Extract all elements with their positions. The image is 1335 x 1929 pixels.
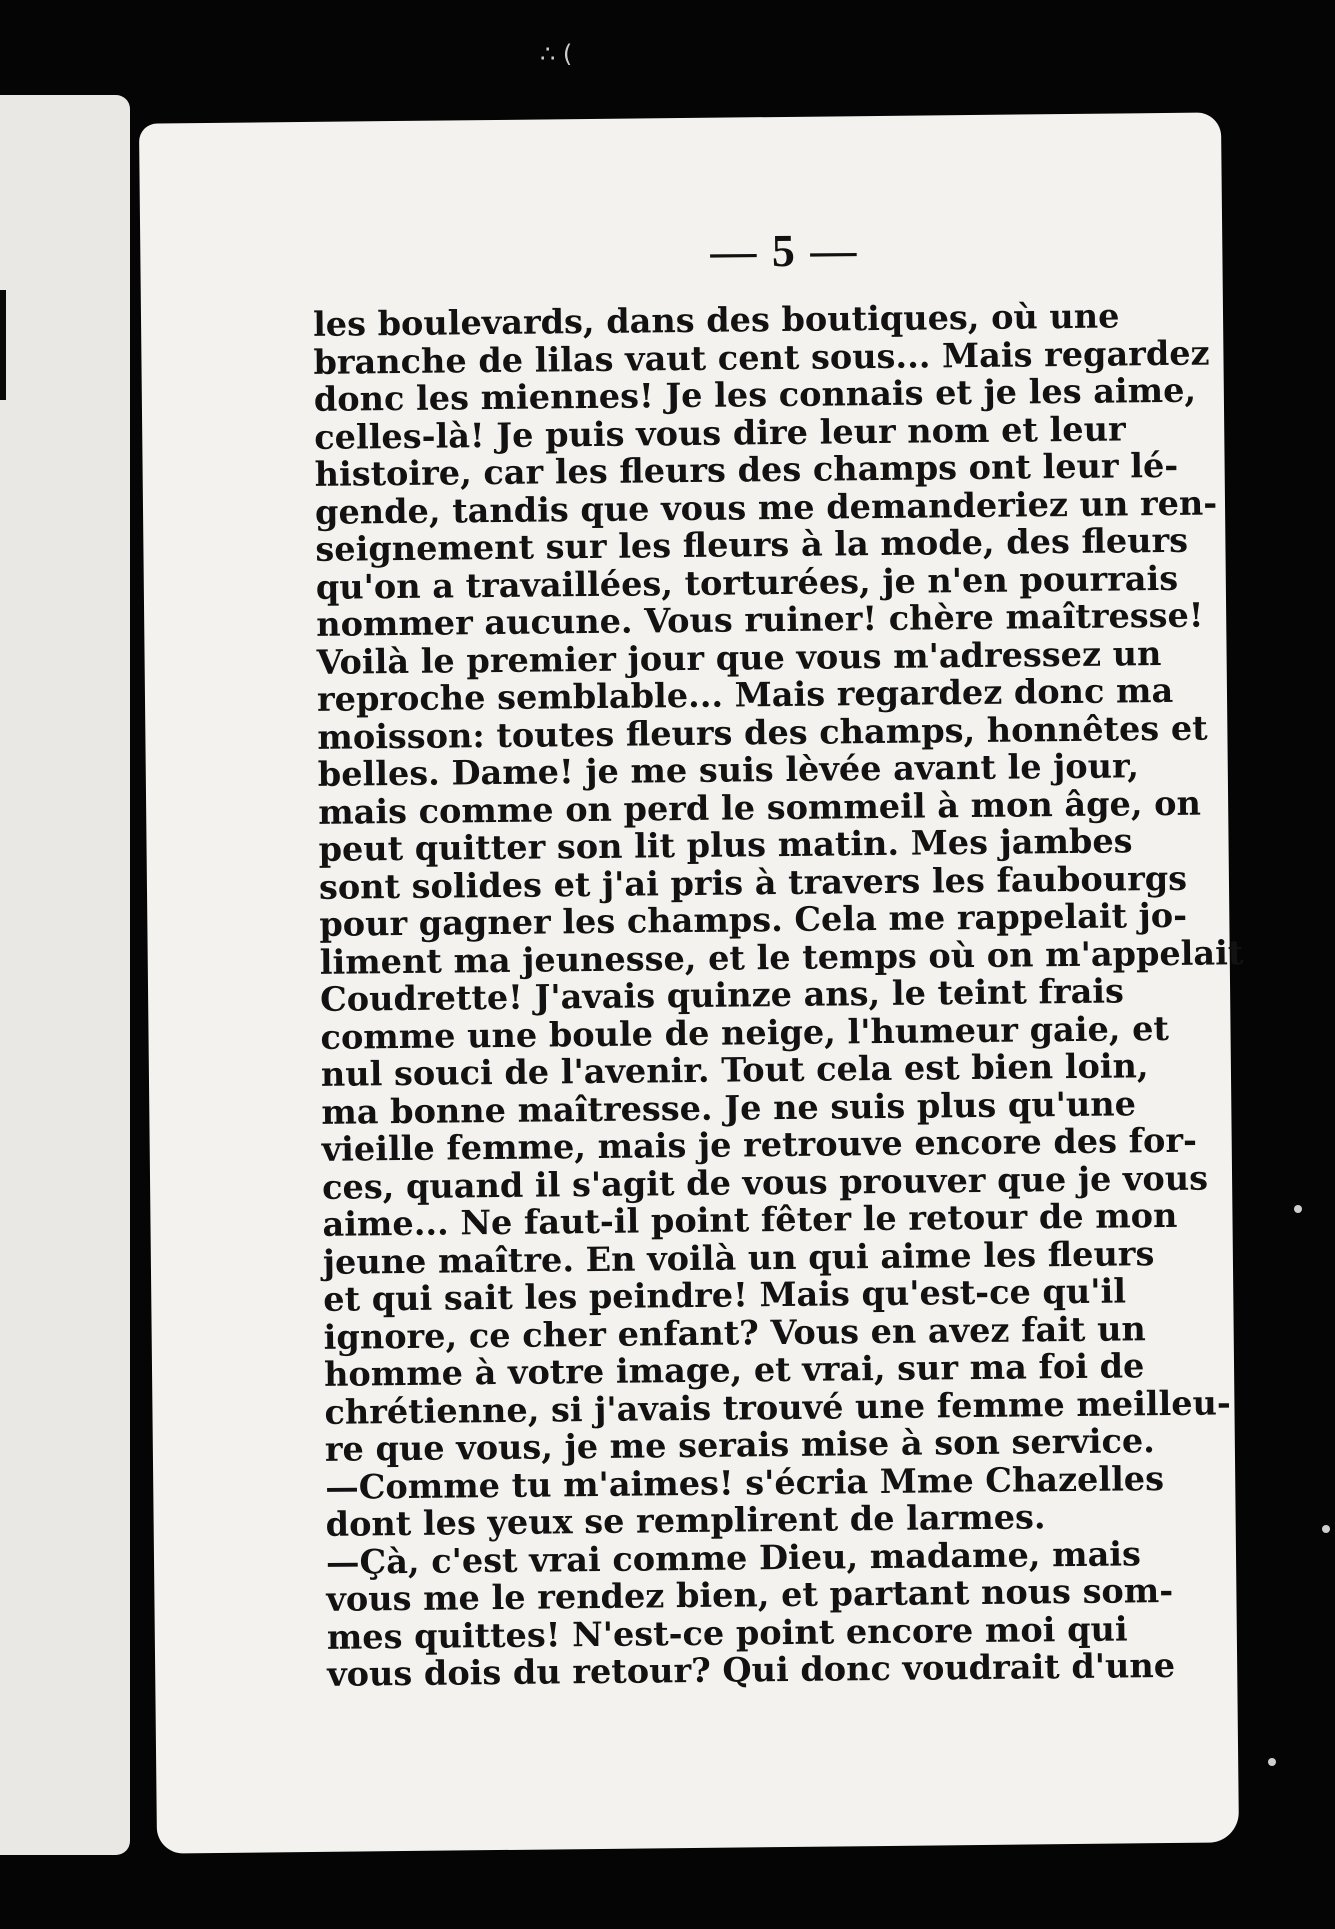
text-line: reproche semblable... Mais regardez donc ma <box>316 670 1174 719</box>
text-line: —Çà, c'est vrai comme Dieu, madame, mais <box>325 1533 1142 1582</box>
page-number: — 5 — <box>710 224 859 277</box>
text-line: nommer aucune. Vous ruiner! chère maîtresse! <box>316 595 1204 644</box>
text-line: gende, tandis que vous me demanderiez un ren- <box>314 482 1218 532</box>
text-line: —Comme tu m'aimes! s'écria Mme Chazelles <box>325 1458 1165 1507</box>
text-line: vieille femme, mais je retrouve encore des for- <box>321 1120 1198 1169</box>
text-line: pour gagner les champs. Cela me rappelait jo- <box>319 895 1188 944</box>
text-line: aime... Ne faut-il point fêter le retour de mon <box>322 1195 1178 1244</box>
text-line: liment ma jeunesse, et le temps où on m'appelait <box>319 932 1244 982</box>
text-line: belles. Dame! je me suis lèvée avant le jour, <box>317 746 1140 794</box>
scan-dot <box>1322 1525 1330 1533</box>
text-line: re que vous, je me serais mise à son service. <box>324 1421 1156 1469</box>
text-line: chrétienne, si j'avais trouvé une femme meilleu- <box>324 1382 1232 1432</box>
text-line: jeune maître. En voilà un qui aime les fleurs <box>322 1233 1155 1282</box>
body-text <box>312 296 1244 1694</box>
text-line: moisson: toutes fleurs des champs, honnêtes et <box>317 708 1208 757</box>
text-line: homme à votre image, et vrai, sur ma foi de <box>323 1346 1145 1394</box>
text-line: mais comme on perd le sommeil à mon âge, on <box>317 783 1202 832</box>
text-line: branche de lilas vaut cent sous... Mais regardez <box>313 333 1210 382</box>
text-line: Voilà le premier jour que vous m'adressez un <box>316 633 1162 682</box>
text-line: et qui sait les peindre! Mais qu'est-ce qu'il <box>323 1271 1127 1319</box>
book-page <box>139 112 1244 1853</box>
text-line: ces, quand il s'agit de vous prouver que je vous <box>321 1158 1209 1207</box>
text-line: ma bonne maîtresse. Je ne suis plus qu'une <box>321 1083 1137 1132</box>
text-line: peut quitter son lit plus matin. Mes jambes <box>318 821 1133 869</box>
text-line: vous me le rendez bien, et partant nous som- <box>326 1570 1174 1619</box>
text-line: seignement sur les fleurs à la mode, des fleurs <box>315 520 1189 569</box>
text-line: donc les miennes! Je les connais et je les aime, <box>313 370 1197 419</box>
scan-dot <box>1268 1758 1276 1766</box>
text-line: dont les yeux se remplirent de larmes. <box>325 1497 1046 1544</box>
text-line: vous dois du retour? Qui donc voudrait d'une <box>327 1645 1176 1694</box>
scan-smudge: ∴ ( <box>540 40 573 68</box>
text-line: sont solides et j'ai pris à travers les faubourgs <box>318 858 1188 907</box>
text-line: mes quittes! N'est-ce point encore moi qui <box>326 1608 1128 1657</box>
text-line: Coudrette! J'avais quinze ans, le teint frais <box>319 971 1125 1019</box>
scan-dot <box>1294 1205 1302 1213</box>
previous-page-edge <box>0 95 130 1855</box>
left-edge-mark <box>0 290 6 400</box>
text-line: histoire, car les fleurs des champs ont leur lé- <box>314 445 1179 494</box>
text-line: les boulevards, dans des boutiques, où une <box>312 296 1120 344</box>
text-line: ignore, ce cher enfant? Vous en avez fait un <box>323 1308 1146 1357</box>
text-line: comme une boule de neige, l'humeur gaie, et <box>320 1008 1170 1057</box>
text-line: qu'on a travaillées, torturées, je n'en pourrais <box>315 558 1179 607</box>
text-line: celles-là! Je puis vous dire leur nom et leur <box>314 408 1126 457</box>
text-line: nul souci de l'avenir. Tout cela est bien loin, <box>320 1046 1149 1094</box>
